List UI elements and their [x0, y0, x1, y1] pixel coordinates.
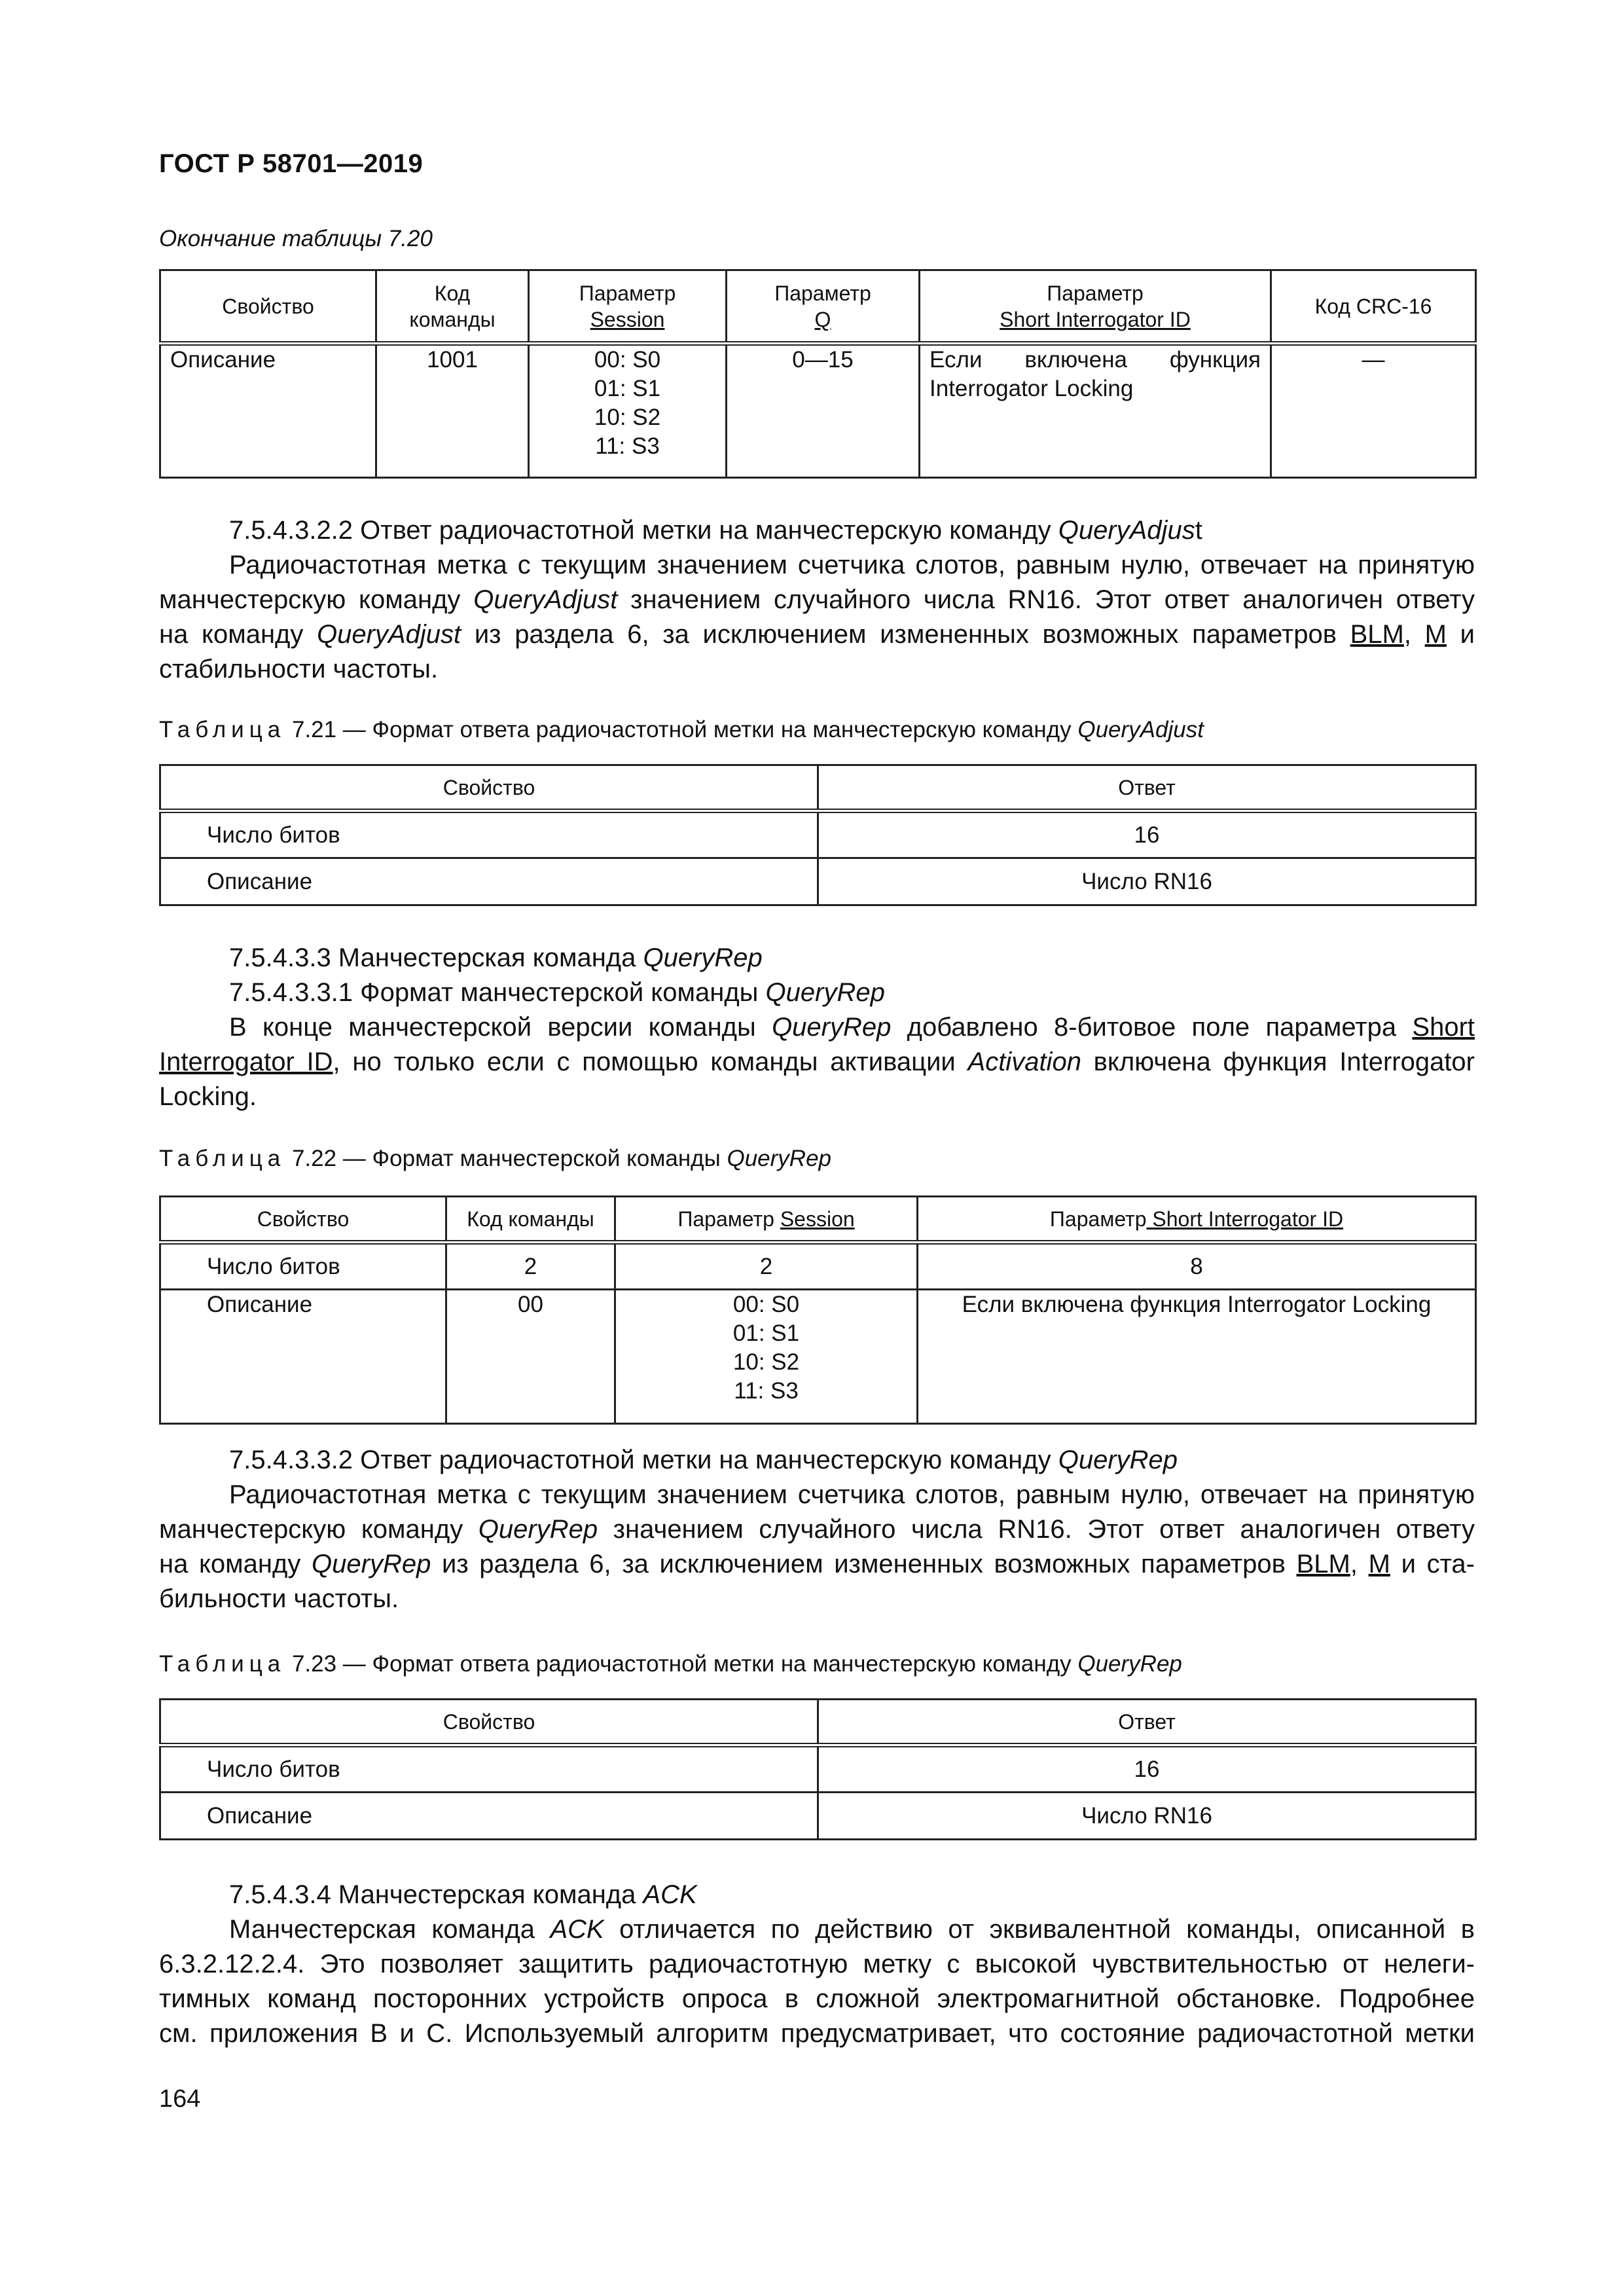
paragraph: Радиочастотная метка с текущим значением счетчика слотов, равным нулю, отвечает на принятую манчестерскую команду QueryRep значением случайного числа RN16. Этот ответ аналогичен ответу на команду QueryRep из раздела 6, за исключением измененных возможных параметров BLM, M и ста- бильности частоты. [159, 1480, 1475, 1613]
table-cell: Число битов [160, 1243, 446, 1290]
page-number: 164 [159, 2085, 201, 2113]
table-header-cell: Код CRC-16 [1271, 270, 1476, 344]
paragraph: Радиочастотная метка с текущим значением счетчика слотов, равным нулю, отвечает на принятую манчестерскую команду QueryAdjust значением случайного числа RN16. Этот ответ аналогичен ответу на команду QueryAdjust из раздела 6, за исключением измененных возможных параметров BLM, M и стабильности частоты. [159, 551, 1475, 683]
table-7-21 [159, 764, 1477, 906]
table-cell: Число битов [160, 1745, 818, 1793]
table-7-23-caption: Таблица 7.23 — Формат ответа радиочастотной метки на манчестерскую команду QueryRep [159, 1651, 1182, 1677]
table-cell: Число RN16 [818, 858, 1476, 905]
table-row [160, 1290, 1476, 1424]
paragraph: В конце манчестерской версии команды QueryRep добавлено 8-битовое поле параметра Short Interrogator ID, но только если с помощью команды активации Activation включена функция Interrogator Locking. [159, 1013, 1475, 1111]
table-header-cell: Параметр Session [615, 1197, 918, 1243]
table-cell: Если включена функция Interrogator Locking [918, 1290, 1476, 1424]
paragraph: Манчестерская команда ACK отличается по действию от эквивалентной команды, описанной в 6.3.2.12.2.4. Это позволяет защитить радиочастотную метку с высокой чувствительностью от нелеги- тимных команд посторонних устройств опроса в сложной электромагнитной обстановке. Подробнее см. приложения В и С. Используемый алгоритм предусматривает, что состояние радиочастотной метки [159, 1915, 1475, 2048]
table-cell: Число битов [160, 811, 818, 858]
table-7-23 [159, 1698, 1477, 1840]
table-cell: 00: S0 01: S1 10: S2 11: S3 [529, 344, 727, 478]
table-header-cell: Ответ [818, 765, 1476, 811]
blm-link: BLM [1350, 620, 1404, 649]
section-subtitle: 7.5.4.3.3.1 Формат манчестерской команды QueryRep [229, 978, 885, 1007]
section-title: 7.5.4.3.3.2 Ответ радиочастотной метки на манчестерскую команду QueryRep [229, 1446, 1178, 1474]
table-7-22-caption: Таблица 7.22 — Формат манчестерской команды QueryRep [159, 1146, 832, 1171]
table-cell: 16 [818, 1745, 1476, 1793]
document-header: ГОСТ Р 58701—2019 [159, 149, 424, 178]
table-cell: Описание [160, 344, 376, 478]
table-header-cell: Параметр Session [529, 270, 727, 344]
table-header-cell: Параметр Short Interrogator ID [918, 1197, 1476, 1243]
table-7-20-caption: Окончание таблицы 7.20 [159, 226, 433, 251]
table-row [160, 344, 1476, 478]
table-cell: 2 [446, 1243, 615, 1290]
section-title: 7.5.4.3.3 Манчестерская команда QueryRep [229, 943, 763, 972]
table-row [160, 1243, 1476, 1290]
table-header-cell: Свойство [160, 1197, 446, 1243]
table-7-22 [159, 1195, 1477, 1425]
table-cell: 1001 [376, 344, 529, 478]
table-header-cell: Параметр Short Interrogator ID [920, 270, 1271, 344]
table-header-cell: Ответ [818, 1700, 1476, 1745]
blm-link: BLM [1296, 1550, 1350, 1578]
section-title: 7.5.4.3.4 Манчестерская команда ACK [229, 1880, 697, 1909]
table-7-21-caption: Таблица 7.21 — Формат ответа радиочастотной метки на манчестерскую команду QueryAdjust [159, 717, 1204, 742]
table-header-cell: Код команды [376, 270, 529, 344]
m-link: M [1424, 620, 1447, 649]
table-cell: — [1271, 344, 1476, 478]
table-cell: Описание [160, 858, 818, 905]
table-header-cell: Параметр Q [727, 270, 920, 344]
table-cell: Описание [160, 1793, 818, 1840]
table-cell: 8 [918, 1243, 1476, 1290]
table-header-cell: Свойство [160, 1700, 818, 1745]
table-cell: 00: S0 01: S1 10: S2 11: S3 [615, 1290, 918, 1424]
table-header-cell: Код команды [446, 1197, 615, 1243]
m-link: M [1368, 1550, 1390, 1578]
table-cell: 0—15 [727, 344, 920, 478]
table-row [160, 811, 1476, 858]
table-cell: 00 [446, 1290, 615, 1424]
table-header-cell: Свойство [160, 270, 376, 344]
table-header-cell: Свойство [160, 765, 818, 811]
table-cell: Число RN16 [818, 1793, 1476, 1840]
table-row [160, 1745, 1476, 1793]
table-row [160, 858, 1476, 905]
table-7-20 [159, 269, 1477, 479]
table-cell: 2 [615, 1243, 918, 1290]
table-cell: 16 [818, 811, 1476, 858]
section-title: 7.5.4.3.2.2 Ответ радиочастотной метки на манчестерскую команду QueryAdjust [229, 516, 1202, 545]
table-cell: Если включена функция Interrogator Locking [920, 344, 1271, 478]
table-cell: Описание [160, 1290, 446, 1424]
table-row [160, 1793, 1476, 1840]
